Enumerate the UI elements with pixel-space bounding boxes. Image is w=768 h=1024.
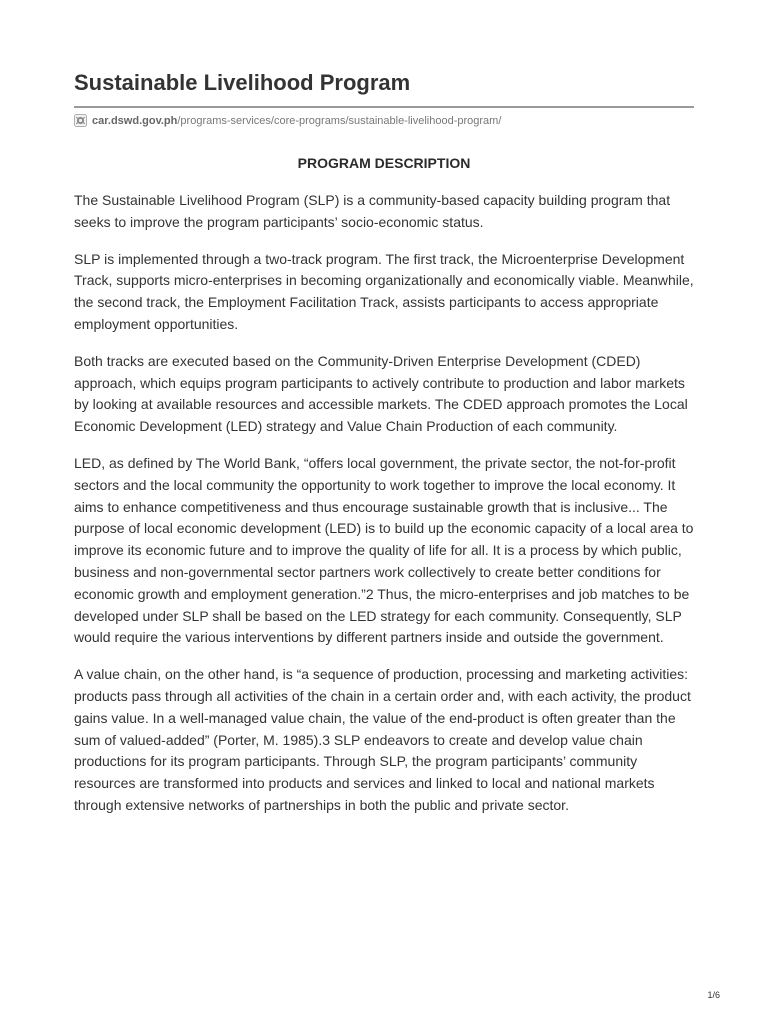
paragraph: The Sustainable Livelihood Program (SLP) is a community-based capacity building program that seeks to improve the program participants’ socio-economic status. — [74, 192, 671, 230]
title-divider — [74, 106, 694, 108]
section-heading: PROGRAM DESCRIPTION — [297, 155, 471, 171]
source-url[interactable] — [74, 114, 501, 127]
source-domain[interactable]: car.dswd.gov.ph — [92, 114, 178, 127]
paragraph: A value chain, on the other hand, is “a sequence of production, processing and marketing activities: products pass through all activities of the chain in a certain order and, with each activity, the product gains value. In a well-managed value chain, the value of the end-product is often greater than the sum of valued-added” (Porter, M. 1985).3 SLP endeavors to create and develop value chain productions for its program participants. Through SLP, the program participants’ community resources are transformed into products and services and linked to local and national markets through extensive networks of partnerships in both the public and private sector. — [74, 666, 691, 813]
paragraph: LED, as defined by The World Bank, “offers local government, the private sector, the not-for-profit sectors and the local community the opportunity to work together to improve the local economy. It aims to enhance competitiveness and thus encourage sustainable growth that is inclusive... The purpose of local economic development (LED) is to build up the economic capacity of a local area to improve its economic future and to improve the quality of life for all. It is a process by which public, business and non-governmental sector partners work collectively to create better conditions for economic growth and employment generation.”2 Thus, the micro-enterprises and job matches to be developed under SLP shall be based on the LED strategy for each community. Consequently, SLP would require the various interventions by different partners inside and outside the government. — [74, 454, 694, 646]
page-number: 1/6 — [707, 990, 720, 1000]
page-title: Sustainable Livelihood Program — [74, 70, 411, 95]
source-path[interactable]: /programs-services/core-programs/sustainable-livelihood-program/ — [177, 114, 502, 127]
paragraph: Both tracks are executed based on the Community-Driven Enterprise Development (CDED) approach, which equips program participants to actively contribute to production and labor markets by looking at available resources and accessible markets. The CDED approach promotes the Local Economic Development (LED) strategy and Value Chain Production of each community. — [74, 352, 688, 435]
paragraph: SLP is implemented through a two-track program. The first track, the Microenterprise Development Track, supports micro-enterprises in becoming organizationally and economically viable. Meanwhile, the second track, the Employment Facilitation Track, assists participants to access appropriate employment opportunities. — [74, 250, 694, 332]
site-favicon-icon — [74, 114, 87, 127]
body-text — [74, 190, 696, 832]
